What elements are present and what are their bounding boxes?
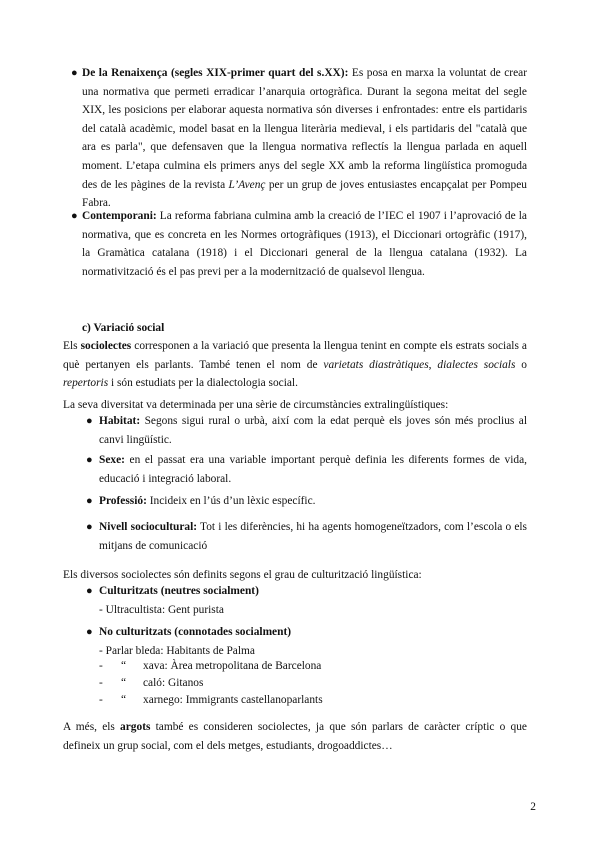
list-item-professio: ● Professió: Incideix en l’ús d’un lèxic específic. <box>99 492 527 511</box>
page-number: 2 <box>530 801 536 813</box>
renaixenca-heading: De la Renaixença (segles XIX-primer quart del s.XX): <box>82 67 349 79</box>
list-item-renaixenca <box>71 64 527 213</box>
section-heading <box>82 319 164 338</box>
bullet-icon: ● <box>86 626 93 638</box>
paragraph-diversitat: La seva diversitat va determinada per una sèrie de circumstàncies extralingüístiques: <box>63 399 449 411</box>
paragraph-argots: A més, els argots també es consideren sociolectes, ja que són parlars de caràcter críptic o que defineix un grup social, com el dels metges, estudiants, drogoaddictes… <box>63 721 527 752</box>
list-item-no-culturitzats: ● No culturitzats (connotades socialment) - Parlar bleda: Habitants de Palma <box>99 623 527 660</box>
bullet-icon: ● <box>86 415 93 427</box>
paragraph-grau: Els diversos sociolectes són definits segons el grau de culturització lingüística: <box>63 569 422 581</box>
list-item-sexe: ● Sexe: en el passat era una variable important perquè definia les diferents formes de vida, educació i integració laboral. <box>99 451 527 488</box>
list-item-contemporani <box>71 207 527 281</box>
renaixenca-italic: L’Avenç <box>228 178 266 191</box>
list-item-culturitzats: ● Culturitzats (neutres socialment) - Ultracultista: Gent purista <box>99 582 527 619</box>
list-item-xava: - “ xava: Àrea metropolitana de Barcelona <box>99 660 322 672</box>
list-item-xarnego: - “ xarnego: Immigrants castellanoparlants <box>99 694 323 706</box>
bullet-icon: ● <box>86 521 93 533</box>
bullet-icon: ● <box>86 585 93 597</box>
bullet-icon: ● <box>71 210 78 222</box>
paragraph-intro: Els sociolectes corresponen a la variació que presenta la llengua tenint en compte els estrats socials a què pertanyen els parlants. També tenen el nom de varietats diastràtiques, dialectes socials o repertoris i són estudiats per la dialectologia social. <box>63 340 527 390</box>
bullet-icon: ● <box>86 454 93 466</box>
bullet-icon: ● <box>71 67 78 79</box>
list-item-calo: - “ caló: Gitanos <box>99 677 204 689</box>
renaixenca-text-end: per un grup de joves entusiastes encapçalat per Pompeu Fabra. <box>82 178 527 210</box>
contemporani-text: La reforma fabriana culmina amb la creació de l’IEC el 1907 i l’aprovació de la normativa, que es concreta en les Normes ortogràfiques (1913), el Diccionari ortogràfic (1917), la Gramàtica catalana (1918) i el Diccionari general de la llengua catalana (1932). La normativització és el pas previ per a la modernització de qualsevol llengua. <box>82 210 527 278</box>
contemporani-heading: Contemporani: <box>82 210 157 222</box>
bullet-icon: ● <box>86 495 93 507</box>
section-heading-text: c) Variació social <box>82 322 165 334</box>
list-item-nivell: ● Nivell sociocultural: Tot i les diferències, hi ha agents homogeneïtzadors, com l’escola o els mitjans de comunicació <box>99 518 527 555</box>
list-item-habitat: ● Habitat: Segons sigui rural o urbà, així com la edat perquè els joves són més proclius al canvi lingüístic. <box>99 412 527 449</box>
renaixenca-text: Es posa en marxa la voluntat de crear una normativa que permeti erradicar l’anarquia ortogràfica. Durant la segona meitat del segle XIX, les posicions per elaborar aquesta normativa són diverses i enfrontades: entre els partidaris del català acadèmic, model basat en la llengua literària medieval, i els partidaris del "català que ara es parla", que defensaven que la llengua normativa reflectís la llengua parlada en aquell moment. L’etapa culmina els primers anys del segle XX amb la reforma lingüística promoguda des de les pàgines de la revista <box>82 67 527 191</box>
